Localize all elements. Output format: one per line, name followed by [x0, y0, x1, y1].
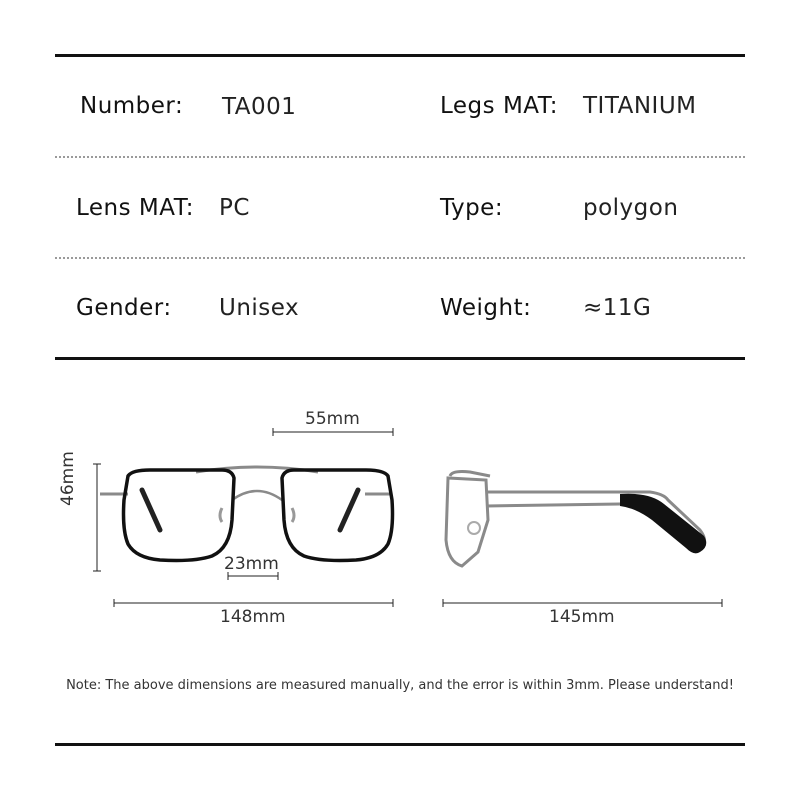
temple-length-label: 145mm: [549, 607, 615, 627]
lens-width-label: 55mm: [305, 409, 360, 429]
number-value: TA001: [222, 94, 297, 120]
left-temple-tip: [142, 490, 160, 530]
right-lens-rim: [282, 470, 393, 561]
lens-material-value: PC: [219, 195, 250, 221]
type-value: polygon: [583, 195, 679, 221]
weight-value: ≈11G: [583, 295, 652, 321]
side-view-glasses: [446, 472, 706, 567]
frame-width-label: 148mm: [220, 607, 286, 627]
bridge-label: 23mm: [224, 554, 279, 574]
number-label: Number:: [80, 93, 184, 119]
front-view-glasses: [100, 467, 393, 561]
dimension-lines: [93, 428, 722, 607]
legs-material-label: Legs MAT:: [440, 93, 559, 119]
side-bridge: [450, 472, 490, 477]
type-label: Type:: [440, 195, 504, 221]
lens-height-label: 46mm: [58, 451, 78, 506]
right-temple-tip: [340, 490, 358, 530]
left-nose-pad: [220, 508, 222, 522]
side-lens-rim: [446, 478, 488, 566]
right-nose-pad: [292, 508, 294, 522]
gender-value: Unisex: [219, 295, 300, 321]
bottom-divider: [55, 743, 745, 746]
side-nose-pad: [468, 522, 480, 534]
legs-material-value: TITANIUM: [583, 93, 697, 119]
weight-label: Weight:: [440, 295, 532, 321]
gender-label: Gender:: [76, 295, 172, 321]
nose-bridge: [232, 491, 282, 500]
lens-material-label: Lens MAT:: [76, 195, 194, 221]
left-lens-rim: [124, 470, 235, 561]
measurement-note: Note: The above dimensions are measured manually, and the error is within 3mm. Please understand!: [66, 678, 734, 693]
